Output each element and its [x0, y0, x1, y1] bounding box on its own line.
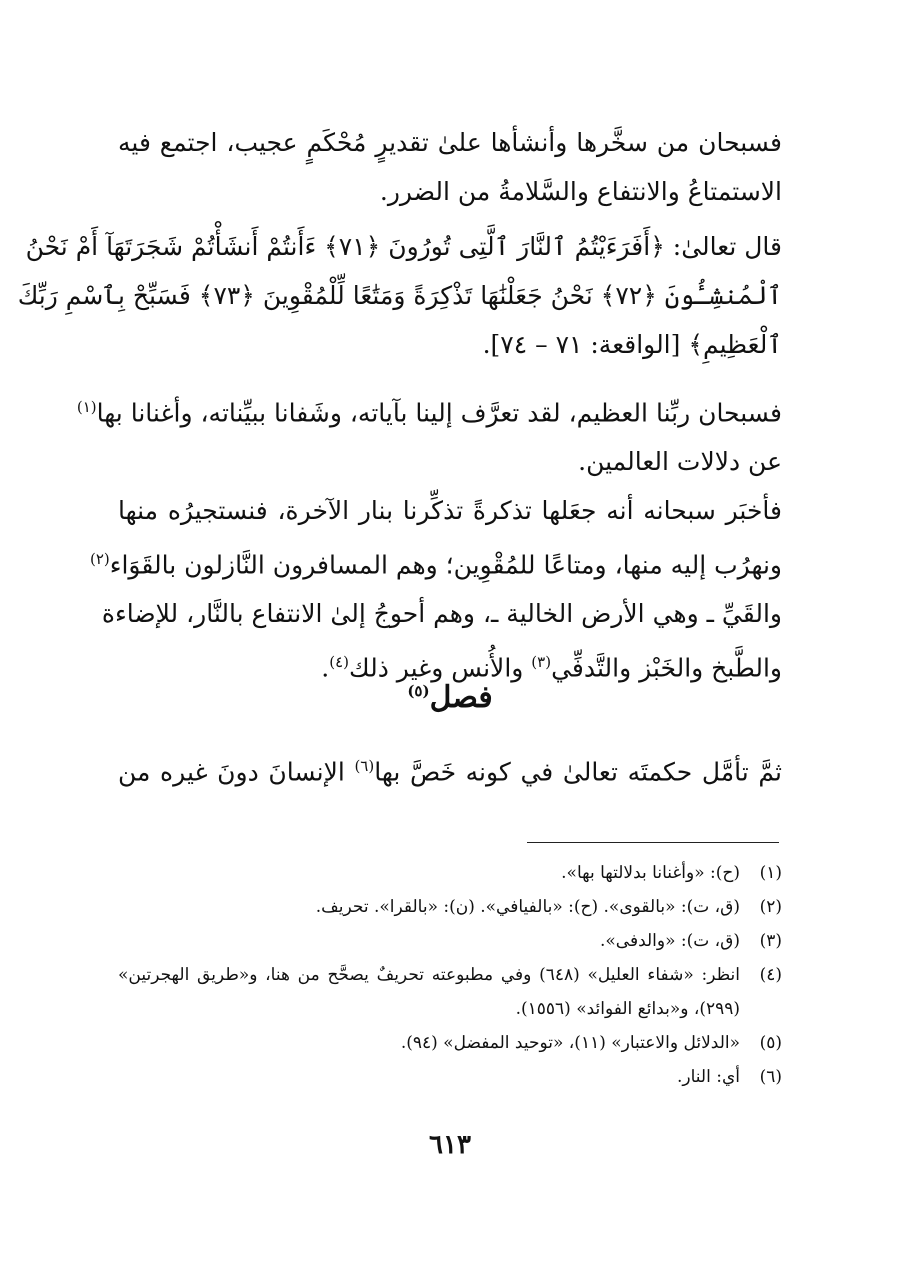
- footnote-marker: (٢): [89, 550, 110, 568]
- heading-text: فصل: [429, 680, 493, 715]
- paragraph-1: [118, 118, 782, 216]
- text-line: [76, 383, 782, 437]
- footnote-marker: (٥): [407, 682, 430, 700]
- footnote-text: (ق، ت): «بالقوى». (ح): «بالفيافي». (ن): «بالقرا». تحريف.: [315, 897, 740, 917]
- footnote-text: «الدلائل والاعتبار» (١١)، «توحيد المفضل» (٩٤).: [400, 1033, 740, 1053]
- footnote-item: [118, 890, 782, 924]
- text-run: والأُنس وغير ذلك: [349, 653, 532, 683]
- text-line: عن دلالات العالمين.: [578, 447, 782, 477]
- paragraph-3: [76, 383, 782, 486]
- section-heading: [0, 680, 900, 715]
- text-line: [89, 535, 782, 589]
- text-line: فسبحان من سخَّرها وأنشأها علىٰ تقديرٍ مُحْكَمٍ عجيب، اجتمع فيه: [118, 128, 782, 157]
- footnote-marker: (٣): [531, 653, 552, 672]
- footnote-marker: (١): [76, 398, 97, 416]
- footnote-number: (٢): [759, 897, 782, 917]
- footnote-item: [118, 1060, 782, 1094]
- text-run: .: [321, 653, 330, 683]
- footnote-marker: (٦): [354, 757, 375, 775]
- page-number: ٦١٣: [429, 1130, 471, 1160]
- text-line: الاستمتاعُ والانتفاع والسَّلامةُ من الضرر.: [379, 177, 782, 206]
- paragraph-4: [89, 486, 782, 693]
- text-run: ونهرُب إليه منها، ومتاعًا للمُقْوِين؛ وهم المسافرون النَّازلون بالقَوَاء: [109, 550, 782, 580]
- text-run: ثمَّ تأمَّل حكمتَه تعالىٰ في كونه خَصَّ بها: [374, 757, 782, 787]
- footnotes: [118, 856, 782, 1094]
- footnote-number: (٣): [759, 931, 782, 951]
- text-line: [118, 742, 782, 796]
- footnote-number: (٤): [759, 965, 782, 985]
- footnote-number: (٦): [759, 1067, 782, 1087]
- footnote-item: [118, 1026, 782, 1060]
- footnote-item: [118, 958, 782, 1026]
- quran-quote-paragraph: [17, 222, 782, 369]
- footnote-number: (١): [759, 863, 782, 883]
- text-line: قال تعالىٰ: ﴿أَفَرَءَيْتُمُ ٱلنَّارَ ٱلَّتِى تُورُونَ ﴿٧١﴾ ءَأَنتُمْ أَنشَأْتُمْ شَجَرَتَهَآ أَمْ نَحْنُ: [25, 232, 782, 261]
- footnote-separator: [527, 842, 779, 843]
- footnote-text: (ق، ت): «والدفى».: [599, 931, 740, 951]
- text-line: ٱلْعَظِيمِ﴾ [الواقعة: ٧١ – ٧٤].: [482, 330, 782, 359]
- text-run: الإنسانَ دونَ غيره من: [118, 757, 355, 787]
- footnote-item: [118, 924, 782, 958]
- paragraph-5: [118, 742, 782, 796]
- text-run: والطَّبخ والخَبْز والتَّدفِّي: [551, 653, 782, 683]
- footnote-text: (ح): «وأغنانا بدلالتها بها».: [561, 863, 740, 883]
- text-line: والقَيِّ ـ وهي الأرض الخالية ـ، وهم أحوجُ إلىٰ الانتفاع بالنَّار، للإضاءة: [101, 599, 782, 629]
- footnote-number: (٥): [759, 1033, 782, 1053]
- footnote-marker: (٤): [329, 653, 350, 672]
- text-line: ٱلْمُنشِـُٔونَ ﴿٧٢﴾ نَحْنُ جَعَلْنَٰهَا تَذْكِرَةً وَمَتَٰعًا لِّلْمُقْوِينَ ﴿٧٣﴾ فَسَبِّحْ بِٱسْمِ رَبِّكَ: [17, 281, 782, 310]
- footnote-text: انظر: «شفاء العليل» (٦٤٨) وفي مطبوعته تحريفٌ يصحَّح من هنا، و«طريق الهجرتين» (٢٩٩)، و«بدائع الفوائد» (١٥٥٦).: [118, 965, 740, 1019]
- text-line: فأخبَر سبحانه أنه جعَلها تذكرةً تذكِّرنا بنار الآخرة، فنستجيرُه منها: [118, 496, 782, 525]
- footnote-item: [118, 856, 782, 890]
- text-run: فسبحان ربِّنا العظيم، لقد تعرَّف إلينا بآياته، وشَفانا ببيِّناته، وأغنانا بها: [96, 398, 782, 428]
- footnote-text: أي: النار.: [677, 1067, 740, 1087]
